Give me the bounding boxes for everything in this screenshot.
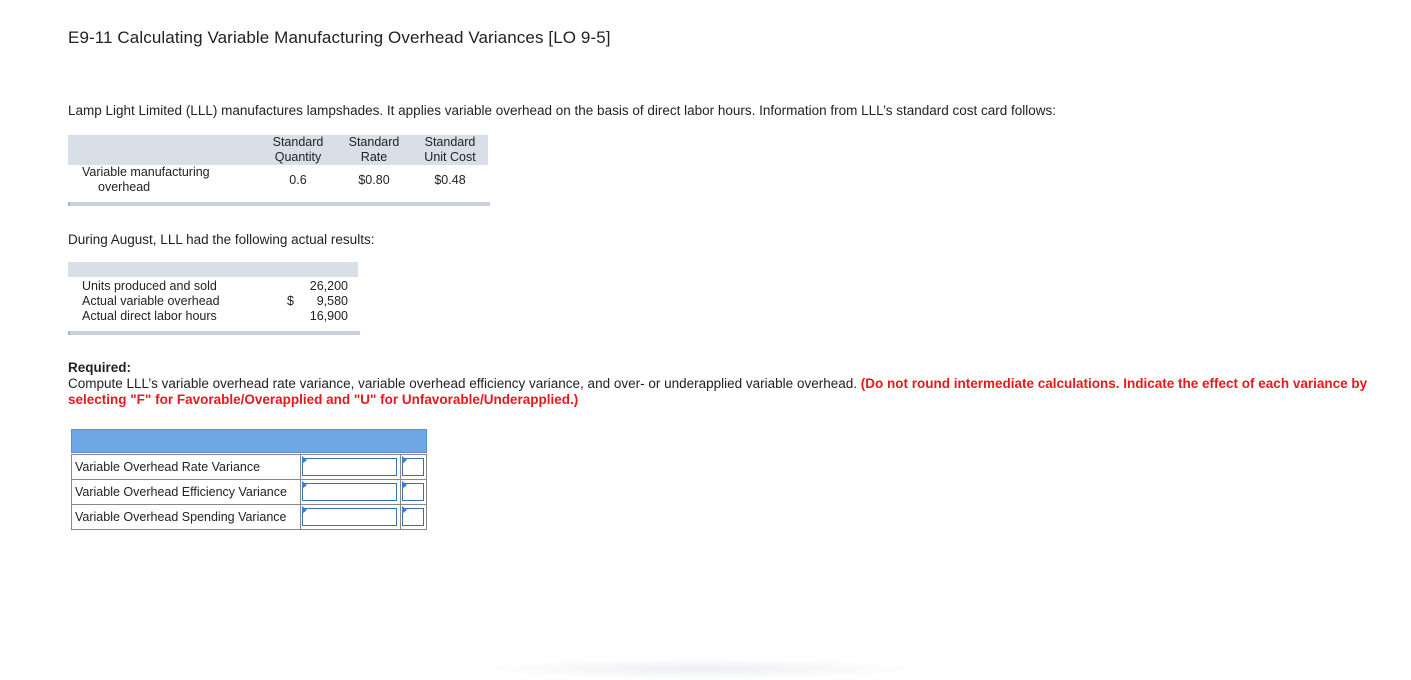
input-box[interactable] [302,458,397,476]
value-standard-rate: $0.80 [358,173,390,187]
answer-row-label: Variable Overhead Efficiency Variance [72,480,301,505]
answer-grid-header [71,429,427,453]
actual-results-intro: During August, LLL had the following actual results: [68,232,375,247]
header-standard-quantity: Standard Quantity [272,135,324,164]
answer-row-label: Variable Overhead Spending Variance [72,505,301,530]
table-row [82,309,352,324]
row-label: Actual variable overhead [82,294,220,308]
header-standard-rate: Standard Rate [348,135,400,164]
required-section [68,360,1403,408]
answer-grid [71,429,427,530]
value-standard-unit-cost: $0.48 [434,173,466,187]
input-marker-icon [302,456,307,464]
required-instruction: (Do not round intermediate calculations. Indicate the effect of each variance by selecting "F" for Favorable/Overapplied and "U" for Unfavorable/Underapplied.) [68,376,1368,407]
required-text [68,376,1403,408]
input-marker-icon [302,506,307,514]
input-box[interactable] [302,483,397,501]
efficiency-variance-effect-select[interactable] [401,480,427,505]
spending-variance-amount-input[interactable] [301,505,401,530]
actual-results-table [68,262,358,338]
standard-cost-card-table [68,133,488,209]
row-value: 26,200 [309,279,348,293]
value-standard-quantity: 0.6 [289,173,307,187]
input-marker-icon [302,481,307,489]
answer-row [72,505,427,530]
table-bottom-rule [68,331,360,335]
row-label: Units produced and sold [82,279,217,293]
header-standard-unit-cost: Standard Unit Cost [424,135,476,164]
select-marker-icon [402,456,407,464]
row-label: Actual direct labor hours [82,309,217,323]
table-bottom-rule [68,202,490,206]
page-title: E9-11 Calculating Variable Manufacturing Overhead Variances [LO 9-5] [68,28,611,47]
table-row [82,279,352,294]
rate-variance-effect-select[interactable] [401,455,427,480]
row-label-variable-mfg-overhead: Variable manufacturing overhead [82,165,210,194]
select-marker-icon [402,481,407,489]
answer-table [71,453,427,530]
rate-variance-amount-input[interactable] [301,455,401,480]
input-box[interactable] [302,508,397,526]
answer-row-label: Variable Overhead Rate Variance [72,455,301,480]
spending-variance-effect-select[interactable] [401,505,427,530]
efficiency-variance-amount-input[interactable] [301,480,401,505]
intro-text: Lamp Light Limited (LLL) manufactures lampshades. It applies variable overhead on the basis of direct labor hours. Information from LLL’s standard cost card follows: [68,103,1057,118]
bottom-shadow [470,658,930,680]
row-value: 16,900 [309,309,348,323]
select-marker-icon [402,506,407,514]
required-question: Compute LLL’s variable overhead rate variance, variable overhead efficiency variance, and over- or underapplied variable overhead. [68,376,861,391]
required-heading: Required: [68,360,132,375]
row-value: 9,580 [316,294,348,308]
table-row [82,294,352,309]
header-band [68,262,358,277]
answer-row [72,480,427,505]
answer-row [72,455,427,480]
currency-symbol: $ [287,294,294,308]
